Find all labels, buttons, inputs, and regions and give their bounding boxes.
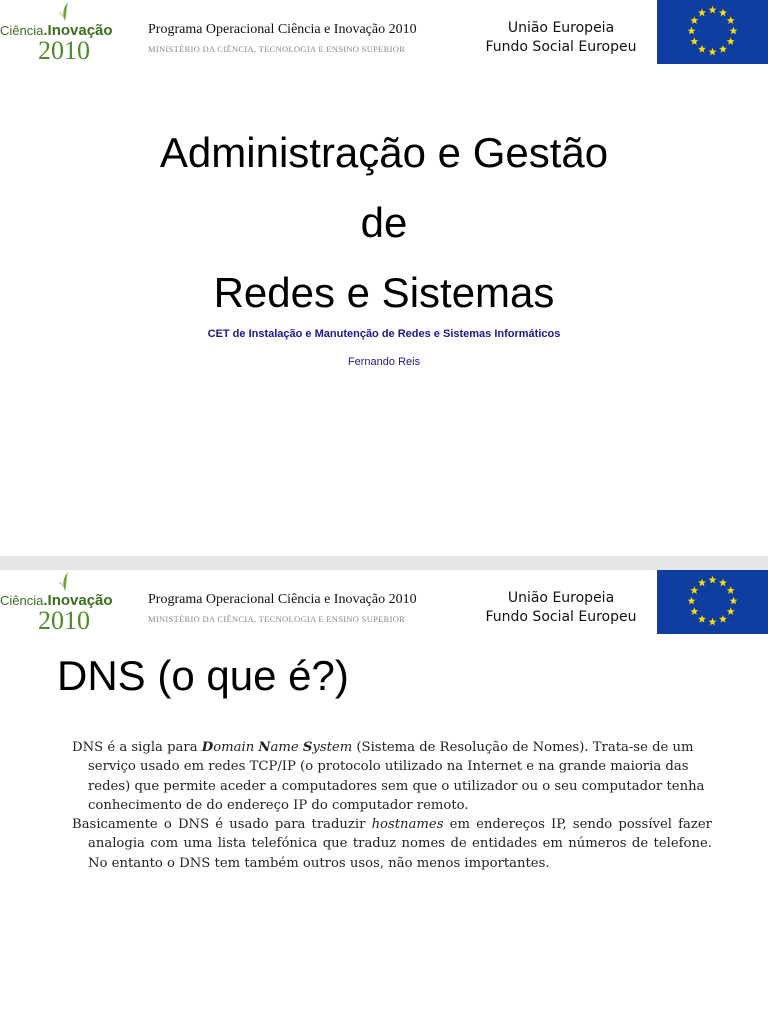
eu-star-icon (690, 16, 698, 24)
slide-2 (0, 570, 768, 1024)
slide-header (0, 0, 768, 70)
logo-word-inovacao: .Inovação (43, 592, 113, 609)
title-line-3: Redes e Sistemas (213, 269, 555, 316)
eu-star-icon (727, 607, 735, 615)
author-name: Fernando Reis (347, 356, 421, 368)
eu-star-icon (690, 607, 698, 615)
eu-star-icon (727, 37, 735, 45)
eu-line2: Fundo Social Europeu (485, 609, 637, 625)
ciencia-inovacao-logo (0, 0, 140, 68)
eu-label (470, 19, 652, 57)
eu-star-icon (688, 597, 696, 605)
eu-star-icon (730, 27, 738, 35)
eu-star-icon (698, 615, 706, 623)
ministry-label: MINISTÉRIO DA CIÊNCIA, TECNOLOGIA E ENSINO SUPERIOR (148, 614, 406, 624)
eu-star-icon (719, 615, 727, 623)
eu-star-icon (719, 9, 727, 17)
slide-title: DNS (o que é?) (57, 652, 349, 699)
slide-divider (0, 556, 768, 570)
title-line-1: Administração e Gestão (159, 129, 609, 176)
eu-flag-icon (657, 0, 768, 64)
eu-star-icon (709, 618, 717, 626)
logo-word-ciencia: Ciência (0, 23, 44, 38)
program-title: Programa Operacional Ciência e Inovação 2010 (148, 22, 417, 37)
eu-star-icon (709, 6, 717, 14)
logo-word-ciencia: Ciência (0, 593, 44, 608)
eu-star-icon (698, 45, 706, 53)
eu-label (470, 589, 652, 627)
leaf-icon (56, 0, 74, 22)
eu-star-icon (719, 579, 727, 587)
logo-word-inovacao: .Inovação (43, 22, 113, 39)
eu-star-icon (709, 576, 717, 584)
leaf-icon (56, 570, 74, 592)
eu-star-icon (698, 9, 706, 17)
paragraph-1: DNS é a sigla para Domain Name System (Sistema de Resolução de Nomes). Trata-se de um serviço usado em redes TCP/IP (o protocolo utilizado na Internet e na grande maioria das redes) que permite aceder a computadores sem que o utilizador ou o seu computador tenha conhecimento de do endereço IP do computador remoto. (72, 740, 705, 813)
eu-star-icon (727, 16, 735, 24)
slide-title (0, 118, 768, 328)
slide-header (0, 570, 768, 640)
ministry-label: MINISTÉRIO DA CIÊNCIA, TECNOLOGIA E ENSINO SUPERIOR (148, 44, 406, 54)
course-subtitle: CET de Instalação e Manutenção de Redes e Sistemas Informáticos (207, 328, 561, 340)
eu-star-icon (688, 27, 696, 35)
eu-star-icon (690, 586, 698, 594)
eu-line1: União Europeia (507, 20, 615, 36)
eu-star-icon (690, 37, 698, 45)
title-line-2: de (360, 199, 408, 246)
eu-star-icon (719, 45, 727, 53)
eu-star-icon (730, 597, 738, 605)
eu-flag-icon (657, 570, 768, 634)
eu-star-icon (698, 579, 706, 587)
eu-star-icon (727, 586, 735, 594)
eu-star-icon (709, 48, 717, 56)
ciencia-inovacao-logo (0, 570, 140, 638)
program-title: Programa Operacional Ciência e Inovação 2010 (148, 592, 417, 607)
slide-body (72, 738, 712, 873)
paragraph-2: Basicamente o DNS é usado para traduzir hostnames em endereços IP, sendo possível fazer analogia com uma lista telefónica que traduz nomes de entidades em números de telefone. No entanto o DNS tem também outros usos, não menos importantes. (72, 817, 712, 871)
eu-line2: Fundo Social Europeu (485, 39, 637, 55)
logo-year: 2010 (38, 606, 90, 635)
logo-year: 2010 (38, 36, 90, 65)
eu-line1: União Europeia (507, 590, 615, 606)
